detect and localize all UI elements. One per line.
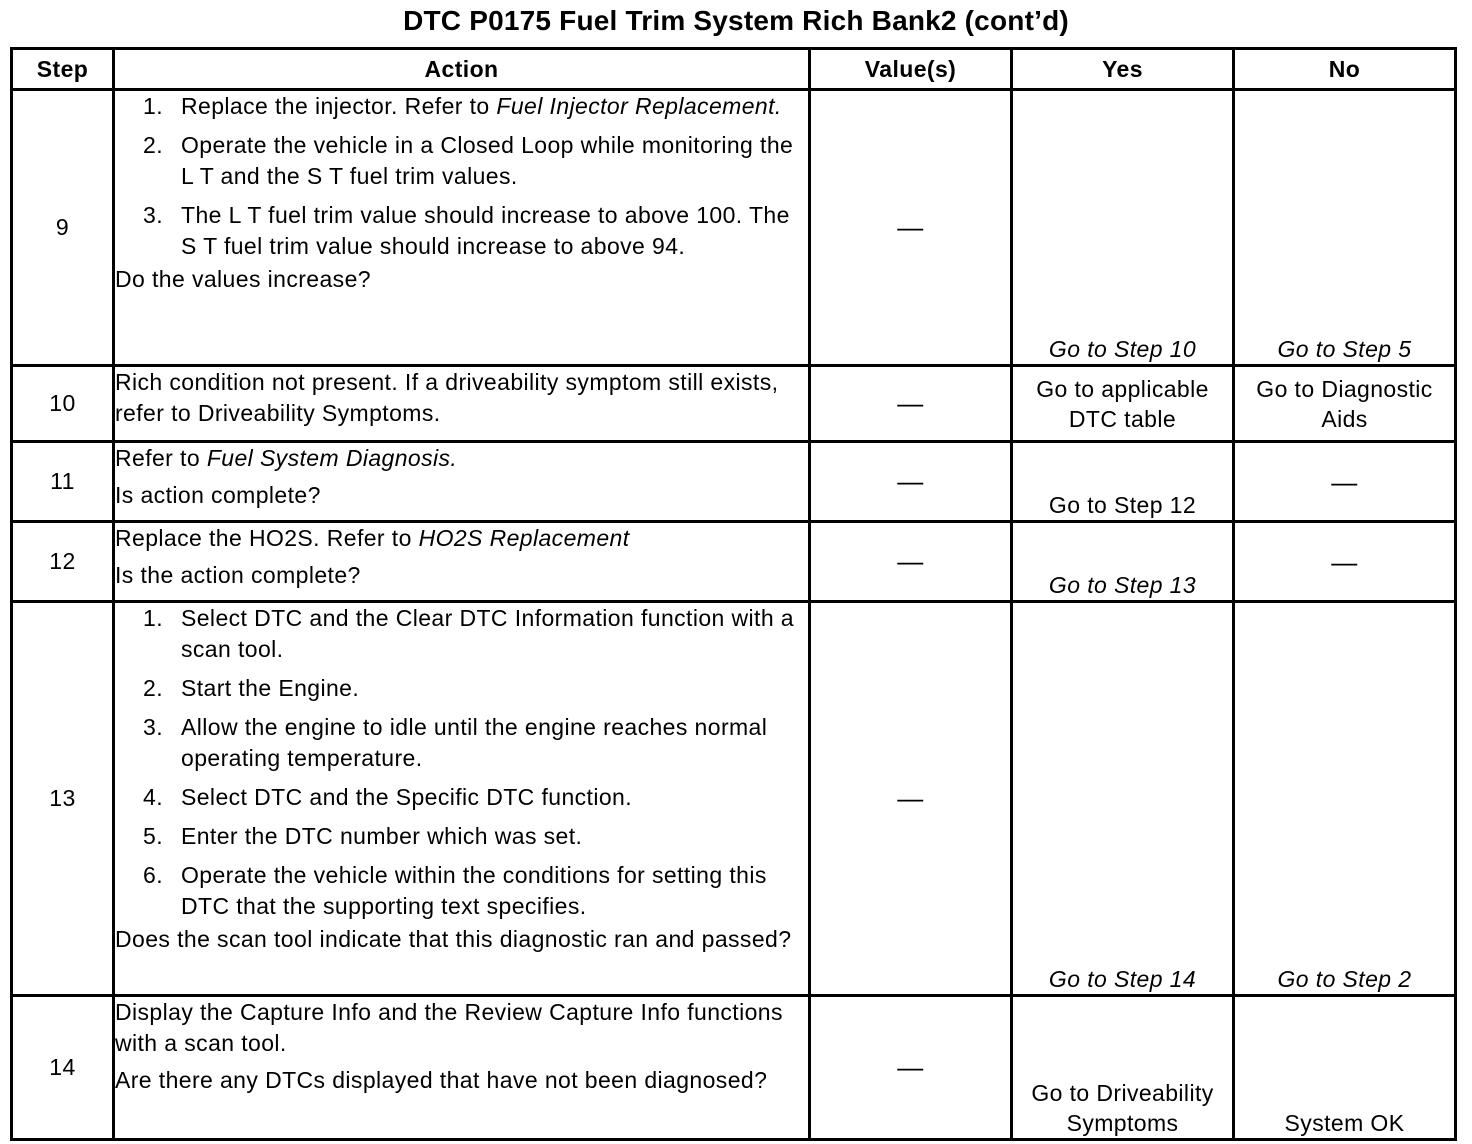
value-cell: — — [810, 522, 1012, 602]
header-step: Step — [12, 49, 114, 90]
action-cell — [114, 996, 810, 1140]
table-row — [12, 442, 1456, 522]
yes-cell: Go to Driveability Symptoms — [1012, 996, 1234, 1140]
action-cell — [114, 90, 810, 366]
table-row — [12, 522, 1456, 602]
list-item: 5. Enter the DTC number which was set. — [143, 823, 583, 849]
action-cell — [114, 602, 810, 996]
list-item: 2. Operate the vehicle in a Closed Loop while monitoring the L T and the S T fuel trim values. — [143, 132, 794, 189]
action-question: Is the action complete? — [115, 562, 361, 588]
yes-cell: Go to Step 12 — [1012, 442, 1234, 522]
step-number: 13 — [12, 602, 114, 996]
header-action: Action — [114, 49, 810, 90]
header-yes: Yes — [1012, 49, 1234, 90]
list-item: 3. The L T fuel trim value should increase to above 100. The S T fuel trim value should increase to above 94. — [143, 202, 790, 259]
list-item: 3. Allow the engine to idle until the engine reaches normal operating temperature. — [143, 714, 768, 771]
list-item: 6. Operate the vehicle within the conditions for setting this DTC that the supporting text specifies. — [143, 862, 767, 919]
action-question: Does the scan tool indicate that this diagnostic ran and passed? — [115, 926, 792, 952]
table-row — [12, 90, 1456, 366]
value-cell: — — [810, 602, 1012, 996]
no-cell: Go to Diagnostic Aids — [1234, 366, 1456, 442]
list-item: 2. Start the Engine. — [143, 675, 360, 701]
reference-link: HO2S Replacement — [418, 525, 630, 551]
step-number: 10 — [12, 366, 114, 442]
action-text: Rich condition not present. If a driveability symptom still exists, refer to Driveability Symptoms. — [115, 369, 779, 426]
header-no: No — [1234, 49, 1456, 90]
action-list — [115, 603, 808, 922]
value-cell: — — [810, 442, 1012, 522]
step-number: 14 — [12, 996, 114, 1140]
list-item: 1. Select DTC and the Clear DTC Information function with a scan tool. — [143, 605, 794, 662]
step-number: 9 — [12, 90, 114, 366]
table-row — [12, 996, 1456, 1140]
value-cell: — — [810, 90, 1012, 366]
list-item: 4. Select DTC and the Specific DTC function. — [143, 784, 633, 810]
no-cell: — — [1234, 442, 1456, 522]
no-cell: — — [1234, 522, 1456, 602]
dtc-table — [10, 47, 1457, 1141]
action-cell: Refer to Fuel System Diagnosis. Is action complete? — [114, 442, 810, 522]
yes-cell: Go to applicable DTC table — [1012, 366, 1234, 442]
value-cell: — — [810, 366, 1012, 442]
step-number: 11 — [12, 442, 114, 522]
table-row — [12, 366, 1456, 442]
header-values: Value(s) — [810, 49, 1012, 90]
reference-link: Fuel Injector Replacement. — [496, 93, 782, 119]
yes-cell: Go to Step 13 — [1012, 522, 1234, 602]
action-cell: Replace the HO2S. Refer to HO2S Replacement Is the action complete? — [114, 522, 810, 602]
action-cell — [114, 366, 810, 442]
action-list — [115, 91, 808, 262]
action-text: Display the Capture Info and the Review Capture Info functions with a scan tool. — [115, 999, 783, 1056]
page-title: DTC P0175 Fuel Trim System Rich Bank2 (cont’d) — [403, 5, 1069, 36]
action-question: Are there any DTCs displayed that have not been diagnosed? — [115, 1067, 768, 1093]
yes-cell: Go to Step 14 — [1012, 602, 1234, 996]
header-row — [12, 49, 1456, 90]
no-cell: Go to Step 5 — [1234, 90, 1456, 366]
step-number: 12 — [12, 522, 114, 602]
reference-link: Fuel System Diagnosis. — [206, 445, 458, 471]
no-cell: Go to Step 2 — [1234, 602, 1456, 996]
action-question: Do the values increase? — [115, 266, 371, 292]
value-cell: — — [810, 996, 1012, 1140]
no-cell: System OK — [1234, 996, 1456, 1140]
list-item: 1. Replace the injector. Refer to Fuel Injector Replacement. — [143, 93, 782, 119]
yes-cell: Go to Step 10 — [1012, 90, 1234, 366]
action-question: Is action complete? — [115, 482, 321, 508]
table-row — [12, 602, 1456, 996]
